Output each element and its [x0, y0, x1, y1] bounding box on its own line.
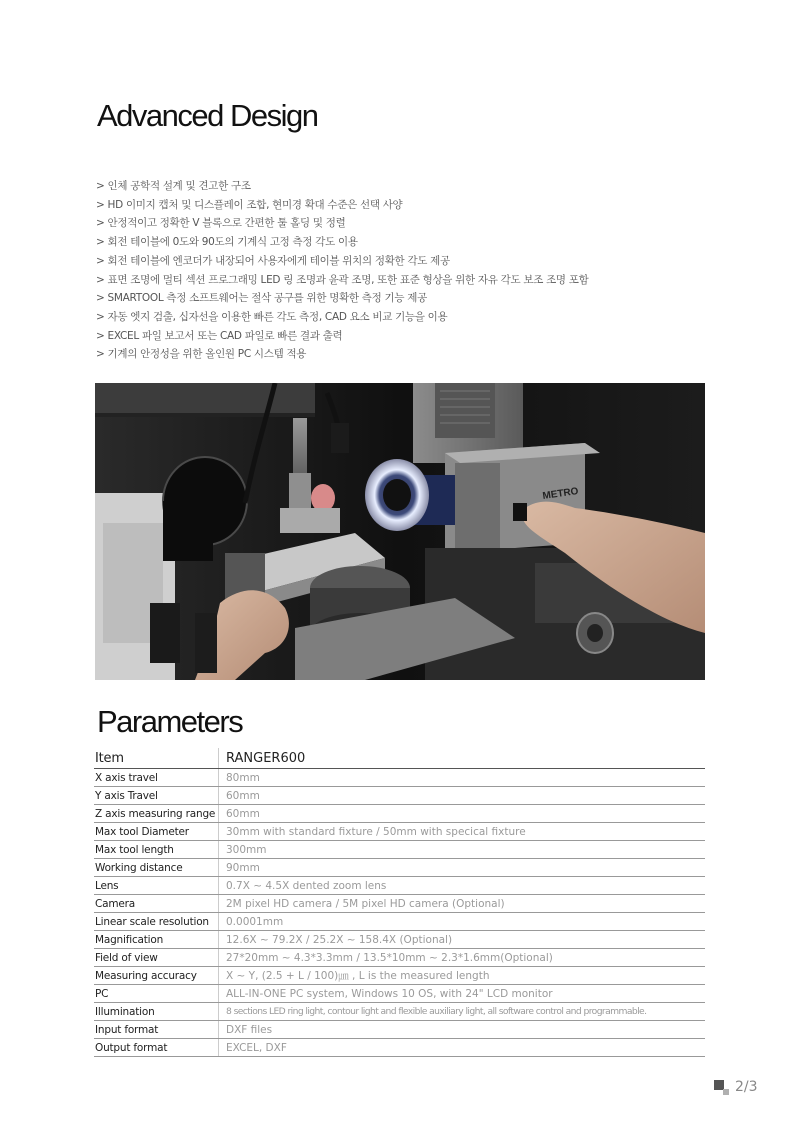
section-title-parameters: Parameters	[97, 704, 243, 739]
param-value: 27*20mm ~ 4.3*3.3mm / 13.5*10mm ~ 2.3*1.6mm(Optional)	[219, 949, 706, 967]
table-row	[94, 931, 705, 949]
table-row	[94, 877, 705, 895]
feature-item: > 인체 공학적 설계 및 견고한 구조	[96, 180, 251, 192]
param-label: Output format	[94, 1039, 219, 1057]
param-label: Field of view	[94, 949, 219, 967]
page-icon	[714, 1080, 729, 1095]
table-row	[94, 1039, 705, 1057]
param-label: Max tool length	[94, 841, 219, 859]
feature-item: > HD 이미지 캡처 및 디스플레이 조합, 현미경 확대 수준은 선택 사양	[96, 198, 403, 211]
page-number: 2/3	[735, 1079, 758, 1095]
table-row	[94, 895, 705, 913]
param-value: 60mm	[219, 787, 706, 805]
param-value: EXCEL, DXF	[219, 1039, 706, 1057]
table-row	[94, 859, 705, 877]
parameters-table	[94, 748, 705, 1057]
table-row	[94, 1021, 705, 1039]
param-value: DXF files	[219, 1021, 706, 1039]
feature-item: > EXCEL 파일 보고서 또는 CAD 파일로 빠른 결과 출력	[96, 329, 343, 342]
table-row	[94, 787, 705, 805]
feature-item: > 기계의 안정성을 위한 올인원 PC 시스템 적용	[96, 348, 307, 361]
feature-item: > 자동 엣지 검출, 십자선을 이용한 빠른 각도 측정, CAD 요소 비교 기능을 이용	[96, 310, 448, 323]
param-label: X axis travel	[94, 769, 219, 787]
param-value: 8 sections LED ring light, contour light and flexible auxiliary light, all software control and programmable.	[219, 1003, 706, 1021]
param-label: Illumination	[94, 1003, 219, 1021]
param-label: Lens	[94, 877, 219, 895]
param-label: Y axis Travel	[94, 787, 219, 805]
param-value: 300mm	[219, 841, 706, 859]
param-label: Working distance	[94, 859, 219, 877]
table-row	[94, 805, 705, 823]
table-row	[94, 985, 705, 1003]
param-label: PC	[94, 985, 219, 1003]
param-label: Camera	[94, 895, 219, 913]
param-value: 30mm with standard fixture / 50mm with specical fixture	[219, 823, 706, 841]
table-row	[94, 967, 705, 985]
brand-label: METRO	[541, 486, 580, 502]
param-value: 80mm	[219, 769, 706, 787]
param-label: Max tool Diameter	[94, 823, 219, 841]
param-label: Measuring accuracy	[94, 967, 219, 985]
page-indicator	[714, 1079, 758, 1095]
table-row	[94, 841, 705, 859]
feature-item: > 회전 테이블에 엔코더가 내장되어 사용자에게 테이블 위치의 정확한 각도 제공	[96, 254, 450, 267]
param-value: ALL-IN-ONE PC system, Windows 10 OS, with 24" LCD monitor	[219, 985, 706, 1003]
param-value: 2M pixel HD camera / 5M pixel HD camera (Optional)	[219, 895, 706, 913]
param-label: Z axis measuring range	[94, 805, 219, 823]
table-row	[94, 913, 705, 931]
param-value: 90mm	[219, 859, 706, 877]
param-value: 60mm	[219, 805, 706, 823]
product-photo	[95, 383, 705, 680]
feature-item: > 안정적이고 정확한 V 블록으로 간편한 툴 홀딩 및 정렬	[96, 217, 346, 230]
header-item: Item	[94, 748, 219, 769]
table-row	[94, 1003, 705, 1021]
param-value: 0.0001mm	[219, 913, 706, 931]
header-model: RANGER600	[219, 748, 706, 769]
param-value: X ~ Y, (2.5 + L / 100)㎛ , L is the measured length	[219, 967, 706, 985]
table-row	[94, 769, 705, 787]
param-value: 12.6X ~ 79.2X / 25.2X ~ 158.4X (Optional)	[219, 931, 706, 949]
feature-list	[96, 177, 588, 364]
table-header-row	[94, 748, 705, 769]
param-label: Linear scale resolution	[94, 913, 219, 931]
feature-item: > SMARTOOL 측정 소프트웨어는 절삭 공구를 위한 명확한 측정 기능 제공	[96, 292, 427, 305]
table-row	[94, 949, 705, 967]
feature-item: > 회전 테이블에 0도와 90도의 기계식 고정 측정 각도 이용	[96, 236, 358, 249]
section-title-advanced-design: Advanced Design	[97, 98, 318, 133]
param-label: Magnification	[94, 931, 219, 949]
feature-item: > 표면 조명에 멀티 섹션 프로그래밍 LED 링 조명과 윤곽 조명, 또한 표준 형상을 위한 자유 각도 보조 조명 포함	[96, 273, 589, 286]
param-value: 0.7X ~ 4.5X dented zoom lens	[219, 877, 706, 895]
table-row	[94, 823, 705, 841]
param-label: Input format	[94, 1021, 219, 1039]
